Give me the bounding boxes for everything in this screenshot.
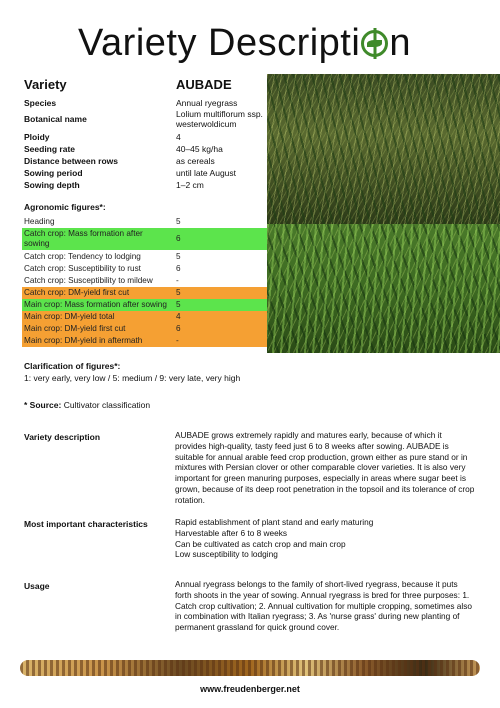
agronomic-row <box>22 299 267 311</box>
description-line: rotation. <box>175 494 205 505</box>
agronomic-value: 6 <box>176 234 181 243</box>
usage-line: Annual ryegrass belongs to the family of short-lived ryegrass, because it puts <box>175 579 458 589</box>
spec-value-botanical: Lolium multiflorum ssp. westerwoldicum <box>176 109 263 129</box>
description-line: provides high-quality, tasty feed just 6 to 8 weeks after sowing. AUBADE is <box>175 440 449 451</box>
agronomic-row <box>22 323 267 335</box>
spec-label-distance: Distance between rows <box>24 156 119 166</box>
agronomic-label: Catch crop: Susceptibility to mildew <box>24 276 153 285</box>
seed-strip-image <box>20 660 480 676</box>
agronomic-label: Main crop: Mass formation after sowing <box>24 300 167 309</box>
agronomic-label: Main crop: DM-yield first cut <box>24 324 126 333</box>
agronomic-row <box>22 263 267 275</box>
agronomic-value: 5 <box>176 252 181 261</box>
usage-text <box>175 579 475 633</box>
description-text <box>175 430 475 506</box>
agronomic-value: 4 <box>176 312 181 321</box>
agronomic-row <box>22 335 267 347</box>
page-title-start: Variety Descripti <box>78 22 361 64</box>
variety-name: AUBADE <box>176 77 232 92</box>
usage-line: in combination with Italian ryegrass; 3. As 'nurse grass' during new planting of <box>175 611 460 622</box>
agronomic-label: Main crop: DM-yield total <box>24 312 115 321</box>
agronomic-value: - <box>176 336 179 345</box>
agronomic-value: 6 <box>176 324 181 333</box>
leaf-logo-icon <box>361 30 388 57</box>
spec-label-sowing-period: Sowing period <box>24 168 83 178</box>
description-line: mixtures with Persian clover or other comparable clover varieties. It is also very <box>175 462 466 473</box>
grass-photo <box>267 74 500 353</box>
characteristics-label: Most important characteristics <box>24 519 148 529</box>
agronomic-label: Catch crop: DM-yield first cut <box>24 288 130 297</box>
spec-label-sowing-depth: Sowing depth <box>24 180 80 190</box>
usage-line: permanent grassland for quick ground cover. <box>175 622 340 633</box>
spec-value-distance: as cereals <box>176 156 215 166</box>
spec-value-sowing-period: until late August <box>176 168 237 178</box>
agronomic-row <box>22 228 267 250</box>
spec-label-seeding: Seeding rate <box>24 144 76 154</box>
characteristic-line: Can be cultivated as catch crop and main crop <box>175 538 346 549</box>
characteristic-line: Low susceptibility to lodging <box>175 549 278 560</box>
agronomic-row <box>22 251 267 263</box>
description-line: important for green manuring purposes, especially in areas where sugar beet is <box>175 473 467 484</box>
grass-photo-top <box>267 74 500 224</box>
spec-value-seeding: 40–45 kg/ha <box>176 144 223 154</box>
spec-label-botanical: Botanical name <box>24 114 87 124</box>
agronomic-row <box>22 216 267 228</box>
usage-label: Usage <box>24 581 50 591</box>
characteristic-line: Rapid establishment of plant stand and early maturing <box>175 517 374 527</box>
description-line: grown, because of its deep root penetration in the topsoil and its tolerance of crop <box>175 483 475 494</box>
clarification-text: 1: very early, very low / 5: medium / 9: very late, very high <box>24 373 241 383</box>
clarification-heading: Clarification of figures*: <box>24 361 121 371</box>
agronomic-value: 6 <box>176 264 181 273</box>
agronomic-value: 5 <box>176 288 181 297</box>
agronomic-value: 5 <box>176 300 181 309</box>
description-line: AUBADE grows extremely rapidly and matures early, because of which it <box>175 430 442 440</box>
usage-line: Catch crop cultivation; 2. Annual cultivation for multiple cropping, sometimes also <box>175 600 472 611</box>
characteristics-text <box>175 517 475 560</box>
agronomic-label: Catch crop: Mass formation after sowing <box>24 229 143 248</box>
agronomic-value: 5 <box>176 217 181 226</box>
page-title-end: n <box>389 22 411 64</box>
agronomic-label: Heading <box>24 217 55 226</box>
grass-photo-bottom <box>267 224 500 353</box>
footer-url[interactable]: www.freudenberger.net <box>200 684 300 694</box>
agronomic-label: Main crop: DM-yield in aftermath <box>24 336 143 345</box>
agronomic-row <box>22 275 267 287</box>
agronomic-heading: Agronomic figures*: <box>24 202 106 212</box>
variety-label: Variety <box>24 77 67 92</box>
source-label: * Source: <box>24 400 62 410</box>
spec-value-sowing-depth: 1–2 cm <box>176 180 204 190</box>
spec-label-ploidy: Ploidy <box>24 132 50 142</box>
agronomic-label: Catch crop: Susceptibility to rust <box>24 264 141 273</box>
page-title <box>78 22 411 65</box>
usage-line: forth shoots in the year of sowing. Annual ryegrass is bred for three purposes: 1. <box>175 589 470 600</box>
description-label: Variety description <box>24 432 101 442</box>
spec-value-species: Annual ryegrass <box>176 98 238 108</box>
description-line: suitable for annual arable feed crop production, grown either as pure stand or in <box>175 451 468 462</box>
characteristic-line: Harvestable after 6 to 8 weeks <box>175 527 288 538</box>
spec-value-ploidy: 4 <box>176 132 181 142</box>
agronomic-row <box>22 287 267 299</box>
spec-label-species: Species <box>24 98 57 108</box>
agronomic-row <box>22 311 267 323</box>
source-note <box>24 400 150 410</box>
source-text: Cultivator classification <box>61 400 151 410</box>
agronomic-label: Catch crop: Tendency to lodging <box>24 252 141 261</box>
agronomic-value: - <box>176 276 179 285</box>
